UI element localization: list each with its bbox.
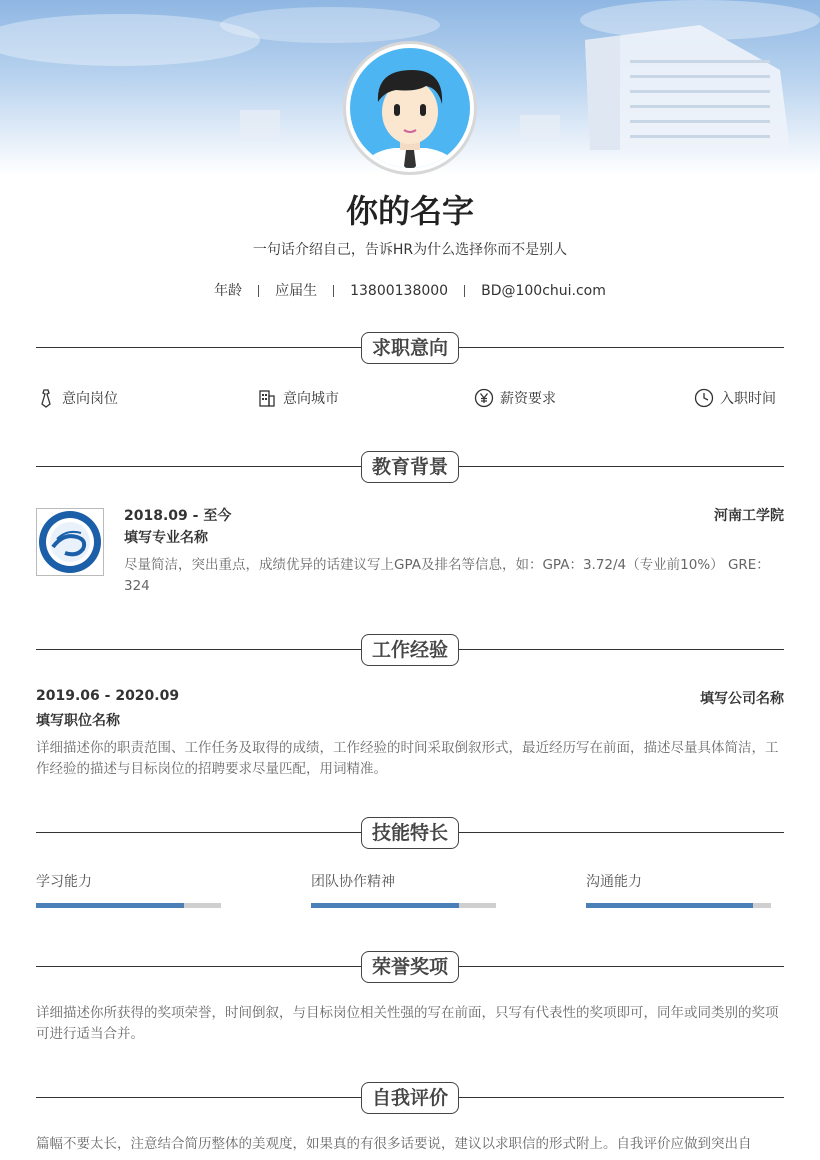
intent-row: [36, 388, 784, 410]
work-description: 详细描述你的职责范围、工作任务及取得的成绩，工作经验的时间采取倒叙形式，最近经历写在前面，描述尽量具体简洁，工作经验的描述与目标岗位的招聘要求尽量匹配，用词精准。: [36, 740, 779, 777]
section-header-intent: [36, 332, 784, 364]
clock-icon: [694, 388, 714, 408]
contact-status: 应届生: [275, 283, 318, 299]
work-period: 2019.06 - 2020.09: [36, 688, 180, 704]
yen-icon: [474, 388, 494, 408]
section-title: 教育背景: [361, 451, 459, 483]
section-header-honors: [36, 951, 784, 983]
contact-phone[interactable]: 13800138000: [350, 283, 449, 299]
section-title: 自我评价: [361, 1082, 459, 1114]
honors-description: 详细描述你所获得的奖项荣誉，时间倒叙，与目标岗位相关性强的写在前面，只写有代表性的奖项即可，同年或同类别的奖项可进行适当合并。: [36, 1005, 779, 1042]
contact-age: 年龄: [214, 283, 243, 299]
skill-label: 团队协作精神: [311, 874, 395, 890]
avatar: [346, 44, 474, 172]
section-title: 求职意向: [361, 332, 459, 364]
intent-start-label: 入职时间: [720, 391, 776, 407]
contact-email[interactable]: BD@100chui.com: [481, 283, 606, 299]
intent-city: [257, 388, 339, 408]
intent-salary-label: 薪资要求: [500, 391, 556, 407]
intent-city-label: 意向城市: [283, 391, 339, 407]
education-description: 尽量简洁，突出重点，成绩优异的话建议写上GPA及排名等信息，如：GPA：3.72/4（专业前10%） GRE：324: [124, 557, 770, 594]
education-school: 河南工学院: [714, 508, 784, 524]
avatar-illustration: [346, 44, 474, 172]
section-header-skills: [36, 817, 784, 849]
education-major: 填写专业名称: [124, 530, 208, 546]
work-company: 填写公司名称: [700, 691, 784, 707]
tagline: 一句话介绍自己，告诉HR为什么选择你而不是别人: [252, 242, 568, 258]
intent-position: [36, 388, 118, 408]
self-description: 篇幅不要太长，注意结合简历整体的美观度，如果真的有很多话要说，建议以求职信的形式附上。自我评价应做到突出自: [36, 1136, 752, 1152]
section-header-self: [36, 1082, 784, 1114]
skill-label: 沟通能力: [586, 874, 642, 890]
skill-bar-fill: [311, 903, 459, 908]
school-logo: [36, 508, 104, 576]
skill-bar-fill: [36, 903, 184, 908]
school-emblem-icon: [37, 509, 103, 575]
section-title: 技能特长: [361, 817, 459, 849]
skill-bar: [36, 903, 221, 908]
tie-icon: [36, 388, 56, 408]
skill-item: [311, 871, 496, 908]
skill-label: 学习能力: [36, 874, 92, 890]
intent-position-label: 意向岗位: [62, 391, 118, 407]
section-header-education: [36, 451, 784, 483]
skill-item: [586, 871, 771, 908]
skill-bar: [586, 903, 771, 908]
candidate-name: 你的名字: [345, 192, 474, 230]
section-title: 荣誉奖项: [361, 951, 459, 983]
contact-bar: [0, 280, 820, 300]
intent-salary: [474, 388, 556, 408]
section-title: 工作经验: [361, 634, 459, 666]
section-header-work: [36, 634, 784, 666]
intent-start: [694, 388, 776, 408]
education-period: 2018.09 - 至今: [124, 508, 232, 524]
skill-item: [36, 871, 221, 908]
work-position: 填写职位名称: [36, 713, 120, 729]
skill-bar: [311, 903, 496, 908]
skill-bar-fill: [586, 903, 753, 908]
building-icon: [257, 388, 277, 408]
